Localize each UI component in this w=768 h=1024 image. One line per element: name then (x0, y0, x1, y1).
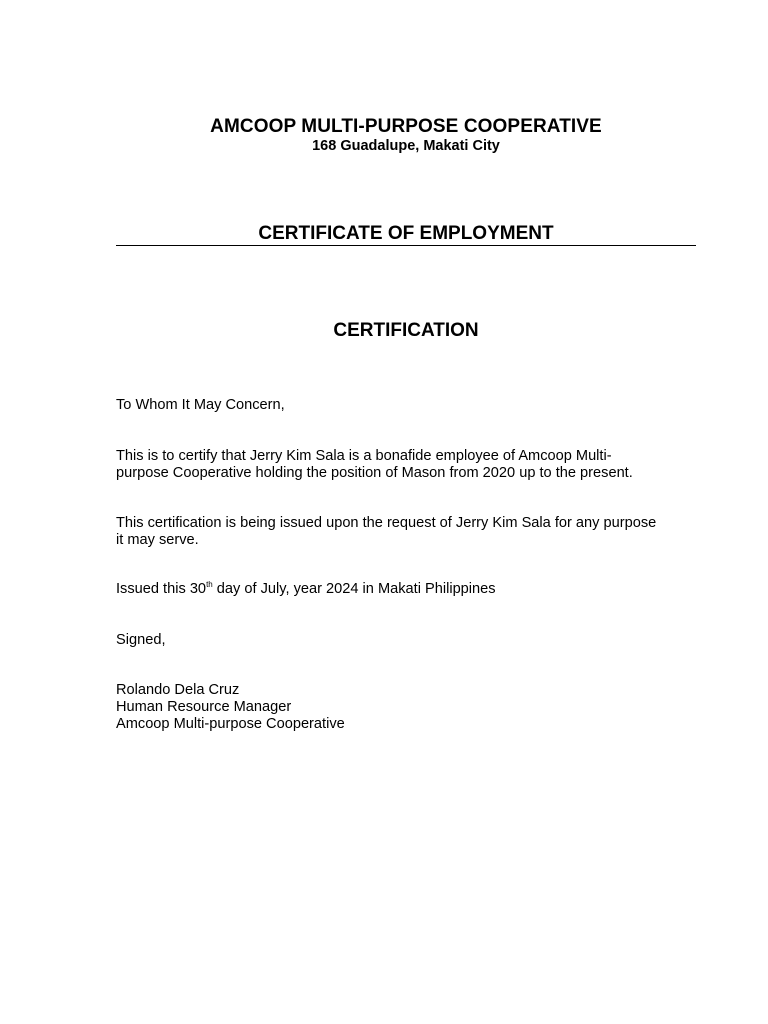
purpose-paragraph-line-1: This certification is being issued upon the request of Jerry Kim Sala for any purpose (116, 515, 657, 531)
organization-address: 168 Guadalupe, Makati City (312, 138, 500, 154)
title-underline (116, 245, 696, 246)
section-title: CERTIFICATION (333, 320, 479, 341)
signatory-position: Human Resource Manager (116, 699, 292, 715)
document-title: CERTIFICATE OF EMPLOYMENT (258, 223, 554, 244)
signed-label: Signed, (116, 632, 166, 648)
purpose-paragraph-line-2: it may serve. (116, 532, 199, 548)
issued-ordinal-suffix: th (206, 580, 213, 589)
issued-statement (116, 581, 696, 598)
issued-rest: day of July, year 2024 in Makati Philippines (212, 581, 496, 597)
signatory-organization: Amcoop Multi-purpose Cooperative (116, 716, 345, 732)
issued-prefix: Issued this 30 (116, 581, 207, 597)
purpose-paragraph (116, 515, 696, 549)
certification-paragraph-line-2: purpose Cooperative holding the position of Mason from 2020 up to the present. (116, 465, 633, 481)
certification-paragraph-line-1: This is to certify that Jerry Kim Sala is a bonafide employee of Amcoop Multi- (116, 448, 612, 464)
signatory-name: Rolando Dela Cruz (116, 682, 240, 698)
salutation: To Whom It May Concern, (116, 397, 285, 413)
organization-name: AMCOOP MULTI-PURPOSE COOPERATIVE (210, 116, 602, 137)
certification-paragraph (116, 448, 696, 482)
